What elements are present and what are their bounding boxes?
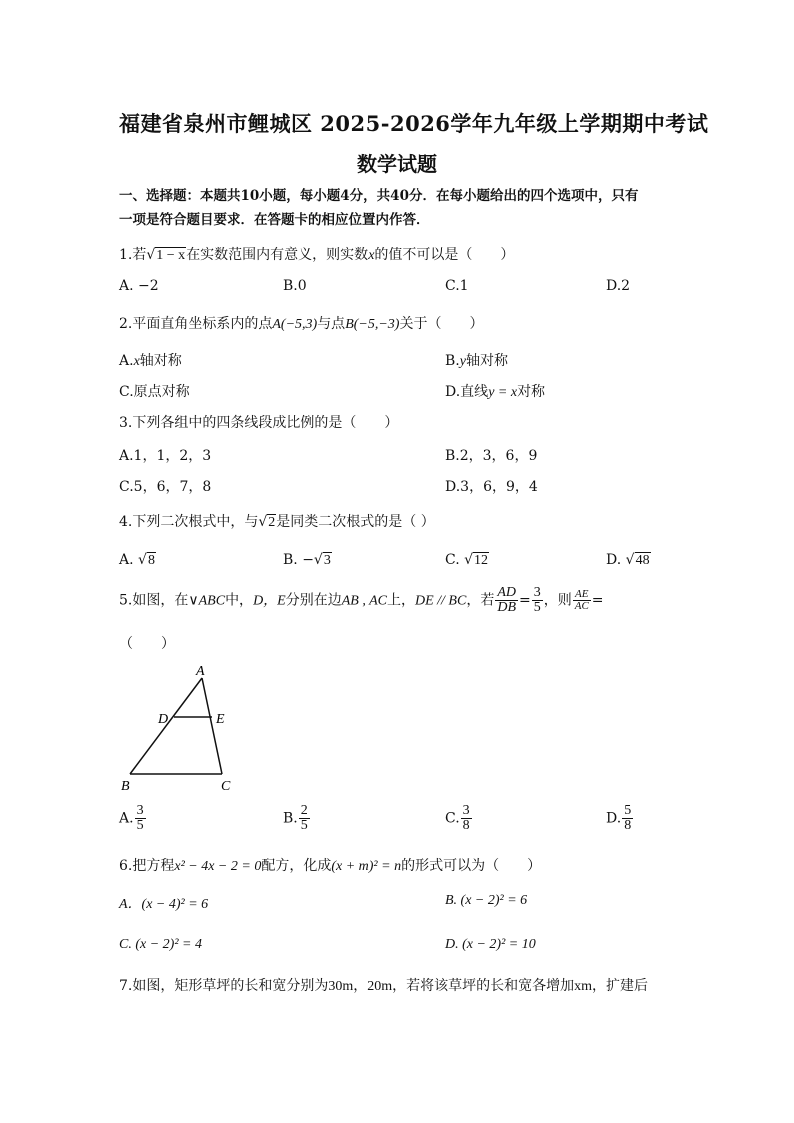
q2-point-b: B(−5,−3) (345, 317, 400, 332)
q3-option-c[interactable]: C.5，6，7，8 (119, 479, 212, 495)
q7-separator: ， (353, 978, 368, 994)
q4-opt-c-radical: √12 (464, 552, 489, 568)
q4-option-d[interactable] (606, 552, 651, 569)
page-title: 福建省泉州市鲤城区 2025-2026学年九年级上学期期中考试 (119, 111, 709, 136)
q5-opt-b-label: B. (283, 810, 298, 827)
q5-stem-b: 中， (225, 592, 254, 609)
q4-opt-a-radical: √8 (138, 552, 155, 568)
label-c: C (221, 779, 231, 794)
q4-stem-b: 是同类二次根式的是（ ） (276, 514, 435, 530)
page-subtitle: 数学试题 (357, 152, 437, 176)
q5-stem-g: = (591, 592, 604, 609)
q1-option-a[interactable]: A. −2 (119, 278, 159, 294)
q5-opt-a-label: A. (119, 810, 134, 827)
q4-stem-a: 4.下列二次根式中，与 (119, 514, 259, 530)
q5-sides: AB , AC (341, 593, 387, 609)
q7-width: 20m (367, 979, 393, 994)
question-1-stem (119, 244, 514, 264)
q1-option-c[interactable]: C.1 (445, 278, 469, 294)
label-a: A (196, 664, 205, 679)
q5-option-b[interactable] (283, 804, 311, 833)
question-6-stem (119, 855, 541, 875)
q3-option-a[interactable]: A.1，1，2，3 (119, 448, 212, 464)
q5-stem-c: 分别在边 (285, 592, 342, 609)
q5-stem-f: ，则 (543, 592, 572, 609)
q2-opt-d-eq: y = x (488, 385, 518, 400)
q2-opt-d-label: D.直线 (445, 384, 489, 400)
q6-target-form: (x + m)² = n (331, 859, 402, 874)
q2-opt-a-text: 轴对称 (139, 353, 182, 369)
q3-option-d[interactable]: D.3，6，9，4 (445, 479, 538, 495)
q4-option-b[interactable] (283, 552, 332, 569)
q4-opt-c-label: C. (445, 552, 460, 568)
q5-opt-d-fraction: $\frac{5}{8}$ (624, 803, 632, 833)
question-2-stem (119, 313, 483, 333)
q5-option-d[interactable] (606, 804, 634, 833)
q2-option-b[interactable] (445, 350, 508, 370)
q2-opt-b-text: 轴对称 (465, 353, 508, 369)
q6-stem-c: 的形式可以为（ ） (401, 858, 542, 874)
q2-opt-b-label: B. (445, 353, 460, 369)
q7-stem-c: ，扩建后 (592, 978, 649, 994)
q6-option-b[interactable]: B. (x − 2)² = 6 (445, 893, 528, 908)
q2-option-c[interactable]: C.原点对称 (119, 384, 190, 400)
question-7-stem (119, 975, 648, 995)
q6-option-a[interactable]: A．(x − 4)² = 6 (119, 897, 209, 912)
q5-opt-c-label: C. (445, 810, 460, 827)
q4-opt-b-radical: √3 (313, 552, 331, 568)
q5-opt-a-fraction: $\frac{3}{5}$ (136, 803, 144, 833)
question-5-stem (119, 586, 604, 615)
q5-triangle: ∨ABC (188, 593, 226, 609)
question-3-stem: 3.下列各组中的四条线段成比例的是（ ） (119, 415, 399, 431)
q2-opt-b-var: y (459, 354, 466, 369)
label-d: D (158, 712, 169, 727)
q5-ratio-ae-ac: $\frac{AE}{AC}$ (574, 588, 589, 612)
q6-stem-a: 6.把方程 (119, 858, 175, 874)
q2-opt-a-label: A. (119, 353, 134, 369)
q5-opt-d-label: D. (606, 810, 622, 827)
q3-option-b[interactable]: B.2，3，6，9 (445, 448, 538, 464)
q2-option-d[interactable] (445, 381, 545, 401)
q4-opt-a-label: A. (119, 552, 134, 568)
q5-parallel: DE // BC (414, 593, 467, 609)
q1-radical: √1 − x (146, 247, 186, 263)
q7-stem-b: ，若将该草坪的长和宽各增加 (392, 978, 575, 994)
question-4-stem (119, 511, 435, 531)
q5-ratio-ad-db: $\frac{AD}{DB}$ (497, 585, 516, 615)
q2-stem-c: 关于（ ） (399, 316, 484, 332)
q4-option-a[interactable] (119, 552, 156, 569)
q2-opt-a-var: x (133, 354, 140, 369)
q4-option-c[interactable] (445, 552, 489, 569)
section-instruction-line1: 一、选择题：本题共10小题，每小题4分，共40分．在每小题给出的四个选项中，只有 (119, 188, 639, 204)
q6-option-c[interactable]: C. (x − 2)² = 4 (119, 937, 202, 952)
q5-option-c[interactable] (445, 804, 473, 833)
q6-equation: x² − 4x − 2 = 0 (174, 859, 262, 874)
q5-ratio-value: $\frac{3}{5}$ (533, 585, 541, 615)
q1-option-b[interactable]: B.0 (283, 278, 307, 294)
q7-increase-var: xm (574, 979, 593, 994)
q6-option-d[interactable]: D. (x − 2)² = 10 (445, 937, 536, 952)
q4-opt-b-label: B. − (283, 552, 314, 568)
q1-middle: 在实数范围内有意义，则实数 (186, 247, 369, 263)
q5-answer-paren: （ ） (119, 636, 175, 652)
q5-points: D，E (253, 593, 286, 609)
q6-stem-b: 配方，化成 (261, 858, 332, 874)
q5-stem-d: 上， (386, 592, 415, 609)
q1-var: x (368, 248, 375, 263)
q5-opt-c-fraction: $\frac{3}{8}$ (462, 803, 470, 833)
q1-option-d[interactable]: D.2 (606, 278, 631, 294)
q2-opt-d-text: 对称 (517, 384, 546, 400)
q5-opt-b-fraction: $\frac{2}{5}$ (300, 803, 308, 833)
q5-equals: = (519, 592, 531, 609)
q7-length: 30m (328, 979, 354, 994)
q5-stem-e: ，若 (466, 592, 495, 609)
q1-suffix: 的值不可以是（ ） (374, 247, 515, 263)
section-instruction-line2: 一项是符合题目要求．在答题卡的相应位置内作答． (119, 212, 430, 228)
label-e: E (216, 712, 225, 727)
q4-opt-d-radical: √48 (625, 552, 650, 568)
q4-opt-d-label: D. (606, 552, 622, 568)
q4-radical: √2 (258, 514, 276, 530)
label-b: B (121, 779, 130, 794)
q2-stem-b: 与点 (317, 316, 346, 332)
q5-stem-a: 5.如图，在 (119, 592, 189, 609)
q2-option-a[interactable] (119, 350, 182, 370)
q2-stem-a: 2.平面直角坐标系内的点 (119, 316, 273, 332)
q5-option-a[interactable] (119, 804, 147, 833)
q7-stem-a: 7.如图，矩形草坪的长和宽分别为 (119, 978, 329, 994)
q2-point-a: A(−5,3) (272, 317, 318, 332)
q1-prefix: 1.若 (119, 247, 147, 263)
triangle-figure (110, 656, 260, 796)
